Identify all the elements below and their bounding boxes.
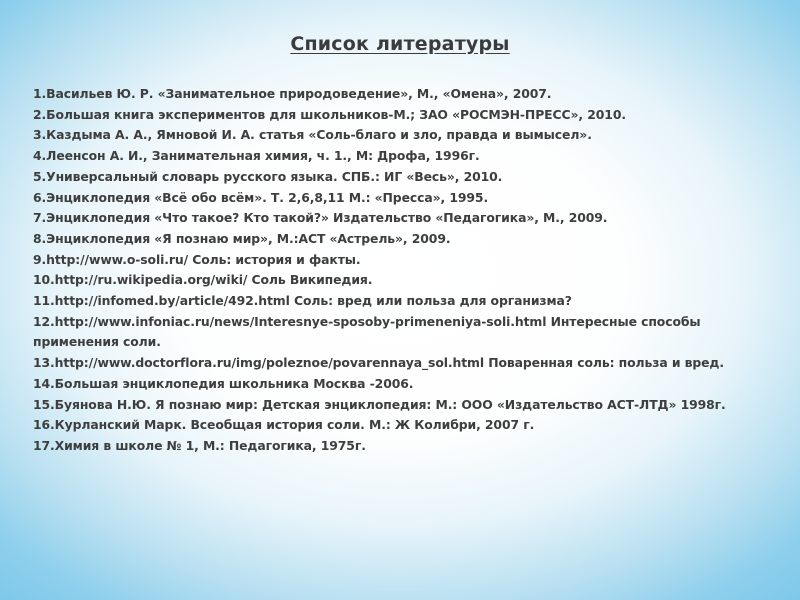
reference-item: 3.Каздыма А. А., Ямновой И. А. статья «Соль-благо и зло, правда и вымысел».	[33, 127, 592, 143]
reference-item: 11.http://infomed.by/article/492.html Соль: вред или польза для организма?	[33, 293, 572, 309]
slide-title: Список литературы	[290, 33, 510, 55]
reference-item: 14.Большая энциклопедия школьника Москва -2006.	[33, 375, 414, 391]
reference-item: 15.Буянова Н.Ю. Я познаю мир: Детская энциклопедия: М.: ООО «Издательство АСТ-ЛТД» 1998г.	[33, 396, 726, 412]
reference-item: 17.Химия в школе № 1, М.: Педагогика, 1975г.	[33, 437, 366, 453]
reference-item: 13.http://www.doctorflora.ru/img/poleznoe/povarennaya_sol.html Поваренная соль: польза и вред.	[33, 355, 724, 371]
reference-item: 9.http://www.o-soli.ru/ Соль: история и факты.	[33, 251, 361, 267]
reference-item: 6.Энциклопедия «Всё обо всём». Т. 2,6,8,11 М.: «Пресса», 1995.	[33, 189, 489, 205]
reference-item: 10.http://ru.wikipedia.org/wiki/ Соль Википедия.	[33, 272, 373, 288]
reference-item: 7.Энциклопедия «Что такое? Кто такой?» Издательство «Педагогика», М., 2009.	[33, 210, 608, 226]
reference-item: 1.Васильев Ю. Р. «Занимательное природоведение», М., «Омена», 2007.	[33, 86, 552, 101]
reference-item: 8.Энциклопедия «Я познаю мир», М.:АСТ «Астрель», 2009.	[33, 230, 451, 246]
reference-item: 4.Леенсон А. И., Занимательная химия, ч. 1., М: Дрофа, 1996г.	[33, 148, 480, 164]
reference-item: 12.http://www.infoniac.ru/news/Interesnye-sposoby-primeneniya-soli.html Интересные способы применения соли.	[33, 313, 701, 350]
reference-item: 16.Курланский Марк. Всеобщая история соли. М.: Ж Колибри, 2007 г.	[33, 417, 535, 433]
reference-item: 5.Универсальный словарь русского языка. СПБ.: ИГ «Весь», 2010.	[33, 168, 503, 184]
reference-list	[33, 84, 765, 457]
reference-item: 2.Большая книга экспериментов для школьников-М.; ЗАО «РОСМЭН-ПРЕСС», 2010.	[33, 106, 626, 122]
